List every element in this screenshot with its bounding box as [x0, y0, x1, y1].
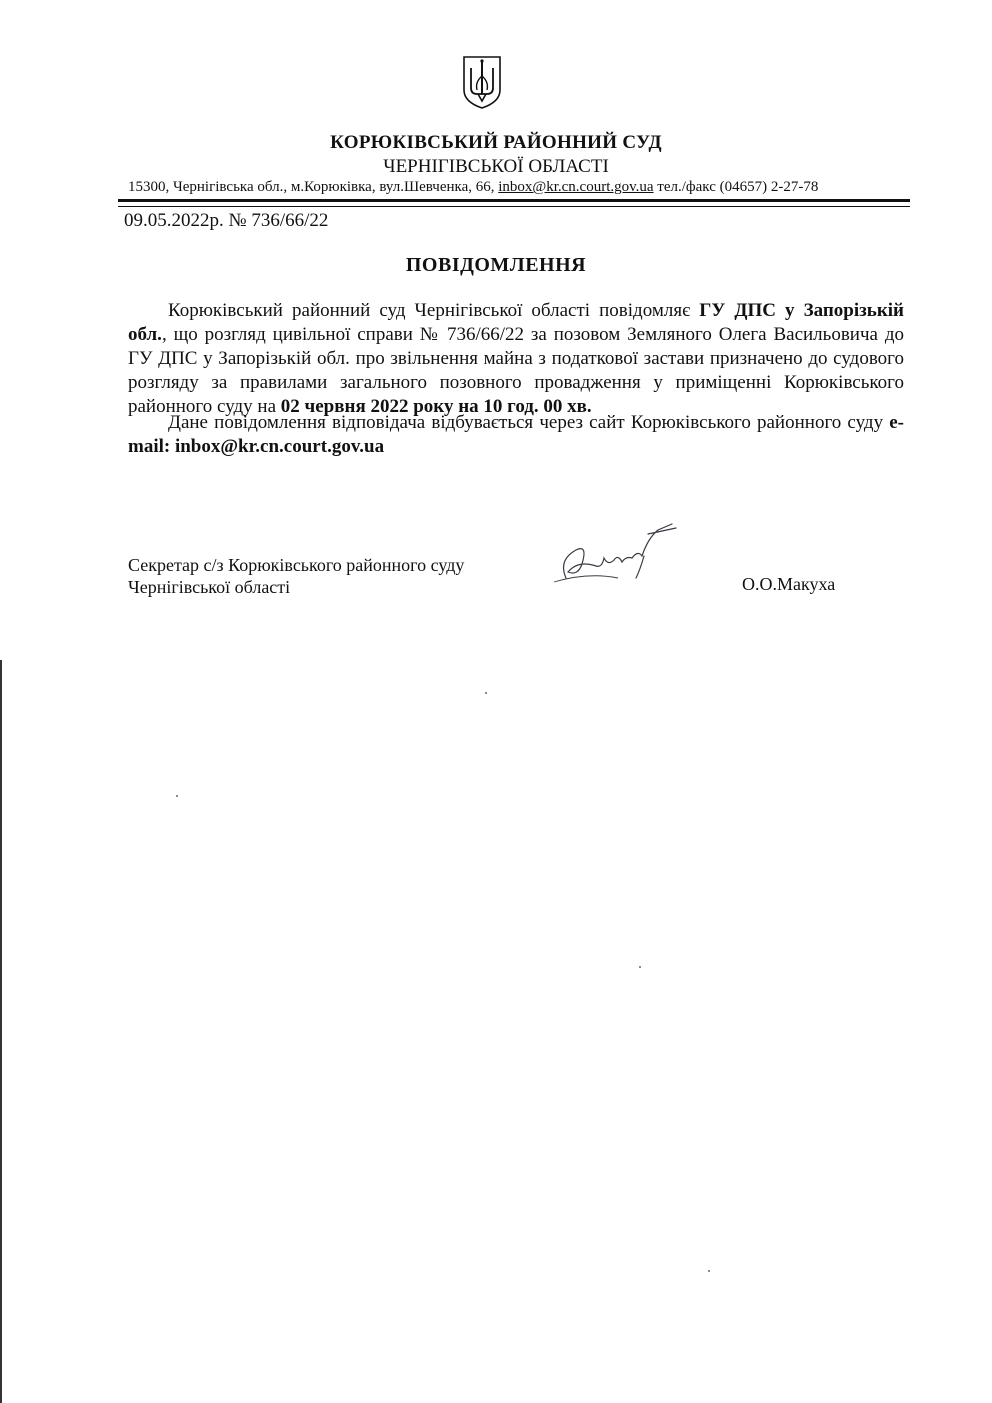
signatory-name: О.О.Макуха — [742, 574, 836, 594]
reference-number: № 736/66/22 — [223, 210, 329, 231]
header-divider — [118, 199, 910, 207]
notice-paragraph-2 — [128, 411, 904, 459]
court-name: КОРЮКІВСЬКИЙ РАЙОННИЙ СУД — [330, 132, 662, 153]
para2-text: Дане повідомлення відповідача відбувається через сайт Корюківського районного суду — [168, 412, 890, 433]
para1-bold-defendant: ГУ ДПС у Запорізькій обл. — [128, 300, 905, 345]
notice-paragraph-1 — [128, 299, 904, 419]
handwritten-signature — [548, 520, 678, 590]
signatory-role-line-1: Секретар с/з Корюківського районного суду — [128, 555, 465, 575]
reference-line — [124, 210, 328, 232]
document-title: ПОВІДОМЛЕННЯ — [405, 254, 587, 276]
court-region: ЧЕРНІГІВСЬКОЇ ОБЛАСТІ — [383, 156, 609, 177]
para2-bold-email: e-mail: inbox@kr.cn.court.gov.ua — [128, 412, 904, 457]
scan-speck — [176, 795, 178, 797]
court-address — [128, 179, 818, 196]
address-email: inbox@kr.cn.court.gov.ua — [498, 179, 654, 195]
scan-edge-mark — [0, 660, 2, 1403]
para1-bold-date: 02 червня 2022 року на 10 год. 00 хв. — [280, 396, 592, 417]
para1-text-2: , що розгляд цивільної справи № 736/66/22 за позовом Земляного Олега Васильовича до ГУ ДПС у Запорізькій обл. про звільнення майна з податкової застави призначено до судового розгляду за правилами загального позовного провадження у приміщенні Корюківського районного суду на — [128, 324, 904, 417]
address-phone: тел./факс (04657) 2-27-78 — [653, 179, 819, 195]
address-text: 15300, Чернігівська обл., м.Корюківка, вул.Шевченка, 66, — [128, 179, 499, 195]
scan-speck — [485, 692, 487, 694]
coat-of-arms-icon — [461, 54, 503, 110]
reference-date: 09.05.2022р. — [124, 210, 224, 231]
para1-text-1: Корюківський районний суд Чернігівської області повідомляє — [168, 300, 700, 321]
scan-speck — [708, 1270, 710, 1272]
scan-speck — [639, 966, 641, 968]
signatory-role-line-2: Чернігівської області — [128, 577, 291, 597]
